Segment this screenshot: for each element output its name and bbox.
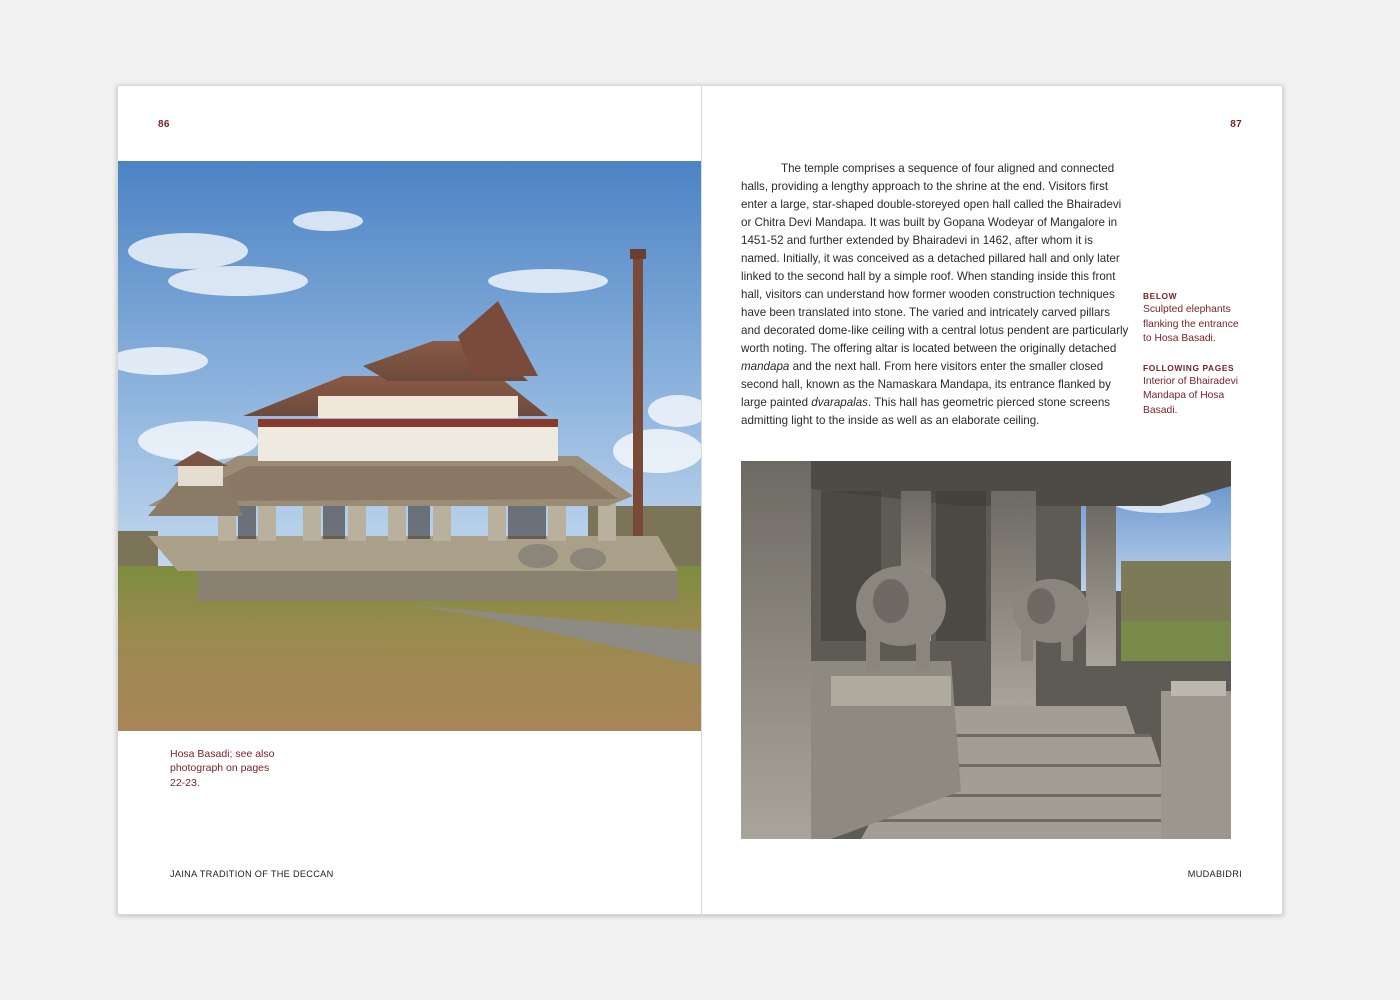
note-text-below: Sculpted elephants flanking the entrance to Hosa Basadi. [1143, 304, 1239, 345]
note-heading-below: BELOW [1143, 291, 1178, 301]
running-footer-right: MUDABIDRI [1187, 869, 1242, 879]
book-spread [117, 85, 1283, 915]
running-footer-left: JAINA TRADITION OF THE DECCAN [170, 869, 334, 879]
body-text-part-2: and the next hall. From here visitors enter the smaller closed second hall, known as the Namaskara Mandapa, its entrance flanked by large painted [741, 360, 1111, 409]
note-following-pages [1143, 361, 1239, 419]
body-text-italic-mandapa: mandapa [741, 360, 790, 373]
body-text-italic-dvarapalas: dvarapalas [811, 396, 868, 409]
photo-caption-left [170, 747, 280, 790]
gutter-divider [701, 86, 702, 914]
body-text-part-1: The temple comprises a sequence of four aligned and connected halls, providing a lengthy approach to the shrine at the end. Visitors first enter a large, star-shaped double-storeyed open hall called the Bhairadevi or Chitra Devi Mandapa. It was built by Gopana Wodeyar of Mangalore in 1451-52 and further extended by Bhairadevi in 1462, after whom it is named. Initially, it was conceived as a detached pillared hall and only later linked to the second hall by a simple roof. When standing inside this front hall, visitors can understand how former wooden construction techniques have been translated into stone. The varied and intricately carved pillars and decorated dome-like ceiling with a central lotus pendent are particularly worth noting. The offering altar is located between the originally detached [741, 162, 1129, 355]
page-number-right: 87 [1230, 119, 1242, 130]
elephant-entrance-photo [741, 461, 1231, 839]
body-paragraph [741, 160, 1131, 430]
caption-text: Hosa Basadi; see also photograph on pages 22-23. [170, 748, 275, 789]
side-notes [1143, 289, 1239, 432]
body-text-part-3: . This hall has geometric pierced stone screens admitting light to the inside as well as an elaborate ceiling. [741, 396, 1111, 427]
temple-photo [118, 161, 701, 731]
note-below [1143, 289, 1239, 347]
note-heading-following: FOLLOWING PAGES [1143, 362, 1235, 373]
page-number-left: 86 [158, 119, 170, 130]
note-text-following: Interior of Bhairadevi Mandapa of Hosa Basadi. [1143, 376, 1239, 416]
